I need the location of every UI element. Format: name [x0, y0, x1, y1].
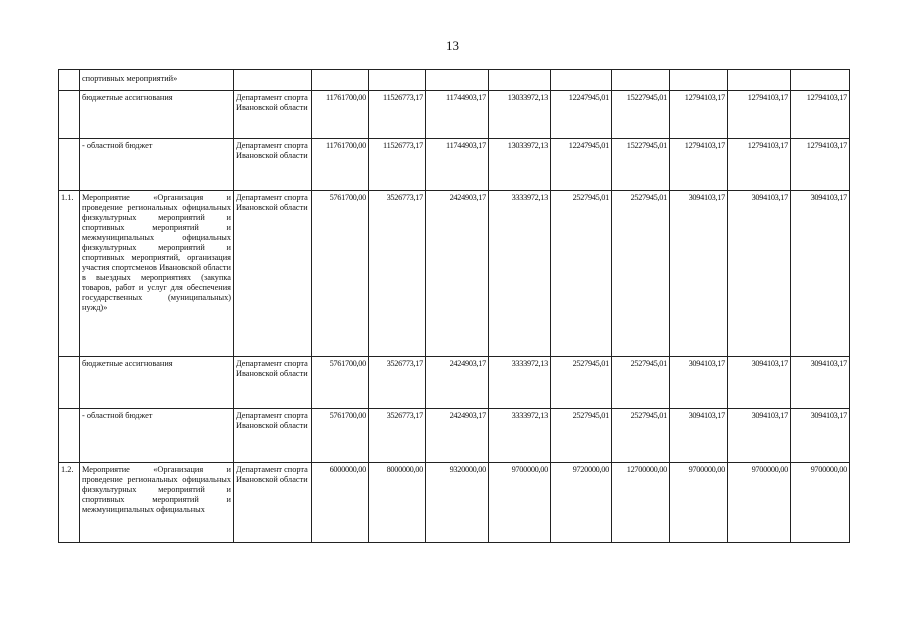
row-index: [59, 409, 80, 463]
value-cell: 8000000,00: [369, 463, 426, 543]
value-cell: 2424903,17: [426, 409, 489, 463]
value-cell: 2527945,01: [612, 357, 670, 409]
table-row: [59, 463, 850, 543]
row-name: Мероприятие «Организация и проведение региональных официальных физкультурных мероприятий и спортивных мероприятий и межмуниципальных официальных физкультурных мероприятий и спортивных мероприятий, организация участия спортсменов Ивановской области в выездных мероприятиях (закупка товаров, работ и услуг для обеспечения государственных (муниципальных) нужд)»: [80, 191, 234, 357]
value-cell: 9720000,00: [551, 463, 612, 543]
value-cell: 11744903,17: [426, 139, 489, 191]
value-cell: 5761700,00: [312, 357, 369, 409]
value-cell: 3333972,13: [489, 357, 551, 409]
row-name: - областной бюджет: [80, 139, 234, 191]
value-cell: 15227945,01: [612, 91, 670, 139]
row-department: Департамент спорта Ивановской области: [234, 357, 312, 409]
value-cell: 11526773,17: [369, 91, 426, 139]
value-cell: 9320000,00: [426, 463, 489, 543]
value-cell: [369, 70, 426, 91]
value-cell: 13033972,13: [489, 139, 551, 191]
value-cell: 3094103,17: [791, 409, 850, 463]
value-cell: 9700000,00: [489, 463, 551, 543]
value-cell: 13033972,13: [489, 91, 551, 139]
row-name: бюджетные ассигнования: [80, 357, 234, 409]
table-row: [59, 70, 850, 91]
value-cell: 12247945,01: [551, 139, 612, 191]
value-cell: 11526773,17: [369, 139, 426, 191]
table-row: [59, 91, 850, 139]
value-cell: 11761700,00: [312, 91, 369, 139]
value-cell: 3094103,17: [791, 357, 850, 409]
row-name: - областной бюджет: [80, 409, 234, 463]
row-department: Департамент спорта Ивановской области: [234, 191, 312, 357]
value-cell: 6000000,00: [312, 463, 369, 543]
value-cell: 3333972,13: [489, 409, 551, 463]
value-cell: 2527945,01: [551, 409, 612, 463]
value-cell: [728, 70, 791, 91]
row-name: спортивных мероприятий»: [80, 70, 234, 91]
row-index: 1.2.: [59, 463, 80, 543]
value-cell: 9700000,00: [670, 463, 728, 543]
row-department: Департамент спорта Ивановской области: [234, 409, 312, 463]
value-cell: 12794103,17: [791, 139, 850, 191]
value-cell: 3094103,17: [670, 357, 728, 409]
value-cell: 12794103,17: [670, 139, 728, 191]
value-cell: [612, 70, 670, 91]
value-cell: 5761700,00: [312, 409, 369, 463]
row-index: [59, 70, 80, 91]
row-department: Департамент спорта Ивановской области: [234, 463, 312, 543]
value-cell: [312, 70, 369, 91]
value-cell: [489, 70, 551, 91]
table-row: [59, 409, 850, 463]
value-cell: 3094103,17: [728, 191, 791, 357]
value-cell: 3094103,17: [728, 409, 791, 463]
row-index: [59, 139, 80, 191]
value-cell: 9700000,00: [728, 463, 791, 543]
value-cell: [551, 70, 612, 91]
value-cell: 12794103,17: [728, 91, 791, 139]
row-department: Департамент спорта Ивановской области: [234, 139, 312, 191]
value-cell: 12247945,01: [551, 91, 612, 139]
value-cell: 2527945,01: [612, 409, 670, 463]
value-cell: 9700000,00: [791, 463, 850, 543]
value-cell: 3333972,13: [489, 191, 551, 357]
page-number: 13: [446, 38, 459, 53]
row-name: Мероприятие «Организация и проведение региональных официальных физкультурных мероприятий и спортивных мероприятий и межмуниципальных официальных: [80, 463, 234, 543]
value-cell: 2527945,01: [551, 357, 612, 409]
value-cell: [791, 70, 850, 91]
budget-table: [58, 69, 850, 543]
row-department: [234, 70, 312, 91]
value-cell: 3526773,17: [369, 357, 426, 409]
table-row: [59, 357, 850, 409]
row-department: Департамент спорта Ивановской области: [234, 91, 312, 139]
value-cell: 3094103,17: [670, 191, 728, 357]
value-cell: 12700000,00: [612, 463, 670, 543]
table-body: [59, 70, 850, 543]
value-cell: 2424903,17: [426, 357, 489, 409]
value-cell: 2527945,01: [612, 191, 670, 357]
value-cell: 15227945,01: [612, 139, 670, 191]
value-cell: 11744903,17: [426, 91, 489, 139]
value-cell: 12794103,17: [791, 91, 850, 139]
value-cell: 3094103,17: [670, 409, 728, 463]
value-cell: 2424903,17: [426, 191, 489, 357]
row-index: [59, 91, 80, 139]
value-cell: [426, 70, 489, 91]
row-name: бюджетные ассигнования: [80, 91, 234, 139]
value-cell: 12794103,17: [670, 91, 728, 139]
value-cell: 2527945,01: [551, 191, 612, 357]
row-index: [59, 357, 80, 409]
value-cell: 5761700,00: [312, 191, 369, 357]
value-cell: 12794103,17: [728, 139, 791, 191]
value-cell: 3526773,17: [369, 191, 426, 357]
value-cell: 3094103,17: [791, 191, 850, 357]
row-index: 1.1.: [59, 191, 80, 357]
value-cell: [670, 70, 728, 91]
value-cell: 11761700,00: [312, 139, 369, 191]
value-cell: 3094103,17: [728, 357, 791, 409]
table-row: [59, 191, 850, 357]
value-cell: 3526773,17: [369, 409, 426, 463]
table-row: [59, 139, 850, 191]
